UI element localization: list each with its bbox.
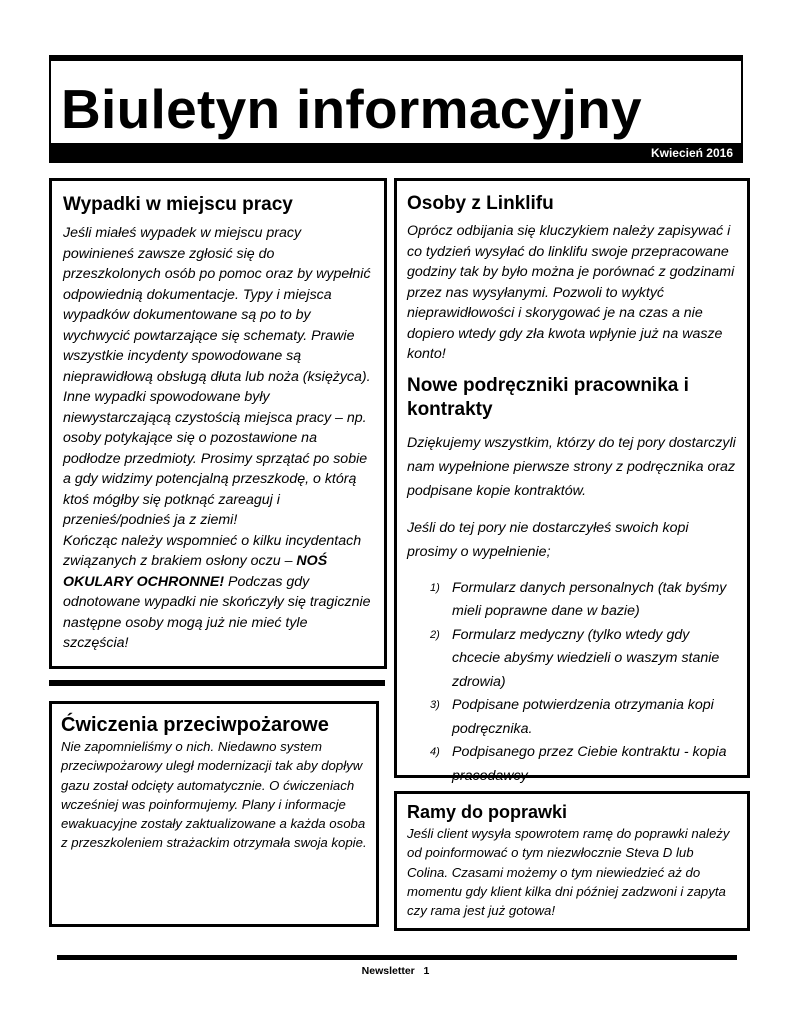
list-item [411,577,738,624]
masthead-title-box [49,61,743,143]
article-frames-heading: Ramy do poprawki [407,802,568,822]
safety-glasses-emphasis: NOŚ OKULARY OCHRONNE! [63,553,328,590]
list-item [411,624,738,695]
article-accidents-closing-prefix: Kończąc należy wspomnieć o kilku incydentach związanych z brakiem osłony oczu – [63,532,362,569]
article-fire-body: Nie zapomnieliśmy o nich. Niedawno system przeciwpożarowy uległ modernizacji tak aby dopływ gazu został odcięty automatycznie. O ćwiczeniach wcześniej was poinformujemy. Plany i informacje ewakuacyjne zostały zaktualizowane a każda osoba z przeszkoleniem strażackim otrzymała swoja kopie. [61,739,367,851]
article-fire-drills [49,701,379,927]
article-handbooks-heading: Nowe podręczniki pracownika i kontrakty [407,374,689,420]
page-footer: Newsletter 1 [361,965,430,977]
list-item-number: 2) [430,628,440,641]
required-documents-list [407,577,738,789]
article-frames-body: Jeśli client wysyła spowrotem ramę do poprawki należy od poinformować o tym niezwłocznie Steva D lub Colina. Czasami możemy o tym niewiedzieć aż do momentu gdy klient kilka dni później zadzwoni i zapyta czy rama jest już gotowa! [407,826,730,919]
list-item [411,694,738,741]
section-divider [49,680,385,686]
list-item-number: 4) [430,746,440,758]
list-item-text: Formularz danych personalnych (tak byśmy mieli poprawne dane w bazie) [452,579,727,619]
footer-rule [57,955,737,960]
article-handbooks-request: Jeśli do tej pory nie dostarczyłeś swoich kopi prosimy o wypełnienie; [407,519,689,560]
masthead [49,55,743,163]
list-item [411,741,738,788]
newsletter-title: Biuletyn informacyjny [61,78,642,140]
list-item-text: Podpisanego przez Ciebie kontraktu - kopia pracodawcy [452,744,727,784]
article-fire-heading: Ćwiczenia przeciwpożarowe [61,714,329,736]
article-accidents-body [63,223,374,654]
masthead-date-bar [49,143,743,163]
article-linklife-body: Oprócz odbijania się kluczykiem należy zapisywać i co tydzień wysyłać do linklifu swoje przepracowane godziny tak by było można je porównać z godzinami przez nas wysyłanymi. Pozwoli to wyktyć nieprawidłowości i skorygować je na czas a nie dopiero wtedy gdy zła kwota wpłynie już na wasze konto! [407,223,735,362]
article-accidents [49,178,387,669]
article-accidents-intro: Jeśli miałeś wypadek w miejscu pracy powinieneś zawsze zgłosić się do przeszkolonych osób po pomoc oraz by wypełnić odpowiednią dokumentacje. Typy i miejsca wypadków dokumentowane są po to by wychwycić powtarzające się schematy. Prawie wszystkie incydenty spowodowane są nieprawidłową obsługą dłuta lub noża (księżyca). Inne wypadki spowodowane były niewystarczającą czystością miejsca pracy – np. osoby potykające się o pozostawione na podłodze przedmioty. Prosimy sprzątać po sobie a gdy widzimy potencjalną przeszkodę, o którą ktoś mógłby się potknąć zareaguj i przenieś/podnieś ja z ziemi! [63,225,371,528]
list-item-text: Formularz medyczny (tylko wtedy gdy chcecie abyśmy wiedzieli o waszym stanie zdrowia) [452,626,720,690]
article-accidents-closing-suffix: Podczas gdy odnotowane wypadki nie skończyły się tragicznie następne osoby mogą już nie mieć tyle szczęścia! [63,573,371,651]
list-item-text: Podpisane potwierdzenia otrzymania kopi podręcznika. [452,697,714,737]
article-column-right [394,178,750,784]
article-linklife-heading: Osoby z Linklifu [407,193,554,214]
article-accidents-heading: Wypadki w miejscu pracy [63,194,293,215]
article-handbooks-thanks: Dziękujemy wszystkim, którzy do tej pory dostarczyli nam wypełnione pierwsze strony z podręcznika oraz podpisane kopie kontraktów. [407,434,736,499]
list-item-number: 3) [430,699,440,711]
issue-date: Kwiecień 2016 [650,146,733,160]
article-frame-repairs [394,791,750,931]
list-item-number: 1) [430,581,440,594]
